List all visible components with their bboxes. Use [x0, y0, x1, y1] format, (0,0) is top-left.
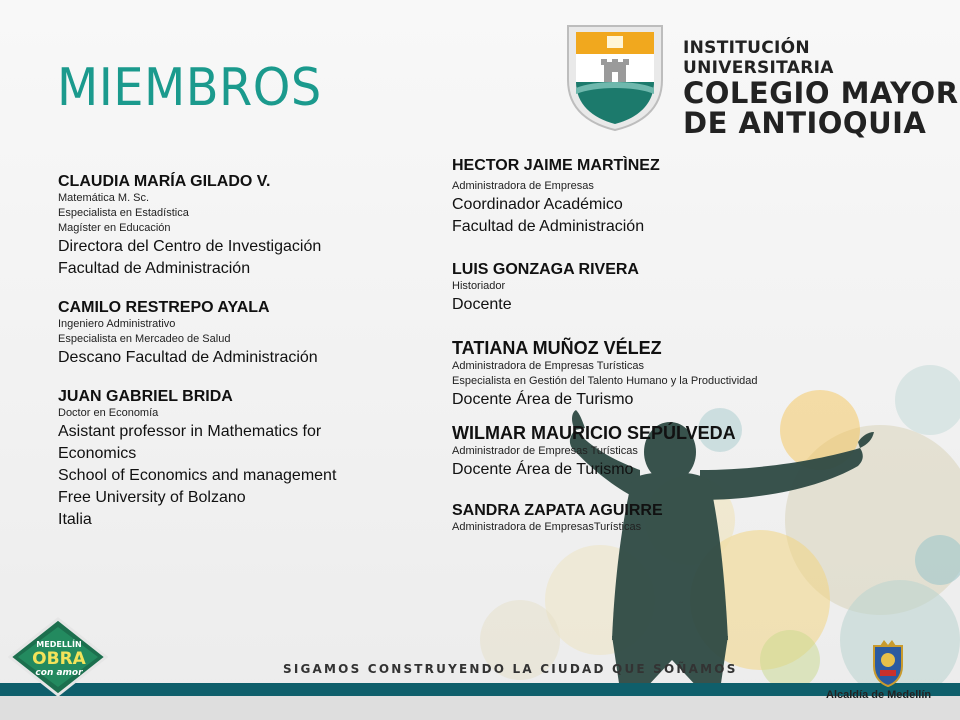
member-name: JUAN GABRIEL BRIDA [58, 388, 233, 405]
alcaldia-label: Alcaldía de Medellín [826, 689, 932, 701]
member-role: Coordinador Académico [452, 196, 623, 213]
member-role: Docente [452, 296, 512, 313]
member-detail: Administradora de Empresas Turísticas [452, 360, 644, 372]
member-card [452, 260, 852, 316]
member-name: LUIS GONZAGA RIVERA [452, 261, 639, 278]
member-detail: Magíster en Educación [58, 222, 171, 234]
member-role: Facultad de Administración [452, 218, 645, 235]
logo-line2: COLEGIO MAYOR [683, 76, 959, 110]
logo-line1: INSTITUCIÓN UNIVERSITARIA [683, 38, 834, 78]
badge-line3: con amor [35, 668, 83, 678]
member-role: Free University of Bolzano [58, 489, 246, 506]
members-left-column [58, 172, 438, 547]
member-name: CLAUDIA MARÍA GILADO V. [58, 173, 271, 190]
member-role: Docente Área de Turismo [452, 391, 634, 408]
member-card [452, 501, 852, 535]
member-detail: Administrador de Empresas Turísticas [452, 445, 638, 457]
member-detail: Historiador [452, 280, 506, 292]
footer-slogan: SIGAMOS CONSTRUYENDO LA CIUDAD QUE SOÑAMOS [283, 662, 738, 676]
member-name: HECTOR JAIME MARTÌNEZ [452, 157, 660, 174]
member-role: Descano Facultad de Administración [58, 349, 318, 366]
member-role: School of Economics and management [58, 467, 337, 484]
member-role: Asistant professor in Mathematics for [58, 423, 322, 440]
member-role: Directora del Centro de Investigación [58, 238, 322, 255]
member-card [58, 298, 438, 369]
footer-background [0, 696, 960, 720]
member-detail: Administradora de Empresas [452, 180, 594, 192]
coat-of-arms-icon [868, 640, 908, 688]
medellin-badge-text [18, 640, 100, 678]
member-role: Economics [58, 445, 137, 462]
institution-name [683, 38, 960, 138]
member-name: SANDRA ZAPATA AGUIRRE [452, 502, 663, 519]
member-role: Facultad de Administración [58, 260, 251, 277]
member-card [58, 172, 438, 280]
logo-line3: DE ANTIOQUIA [683, 106, 927, 140]
member-role: Italia [58, 511, 92, 528]
member-detail: Especialista en Mercadeo de Salud [58, 333, 231, 345]
shield-icon [560, 18, 670, 132]
member-card [452, 338, 852, 411]
badge-line2: OBRA [32, 649, 86, 669]
member-detail: Matemática M. Sc. [58, 192, 150, 204]
member-detail: Administradora de EmpresasTurísticas [452, 521, 642, 533]
member-detail: Especialista en Gestión del Talento Humano y la Productividad [452, 375, 758, 387]
member-card [452, 423, 852, 481]
member-name: CAMILO RESTREPO AYALA [58, 299, 270, 316]
badge-line1: MEDELLÍN [36, 640, 82, 649]
member-detail: Ingeniero Administrativo [58, 318, 176, 330]
member-role: Docente Área de Turismo [452, 461, 634, 478]
member-detail: Especialista en Estadística [58, 207, 189, 219]
member-card [452, 156, 852, 238]
member-name: WILMAR MAURICIO SEPÚLVEDA [452, 423, 736, 443]
member-name: TATIANA MUÑOZ VÉLEZ [452, 338, 662, 358]
members-right-column [452, 156, 852, 551]
footer-strip [0, 683, 960, 696]
page-title: MIEMBROS [57, 58, 322, 118]
member-card [58, 387, 438, 531]
member-detail: Doctor en Economía [58, 407, 159, 419]
